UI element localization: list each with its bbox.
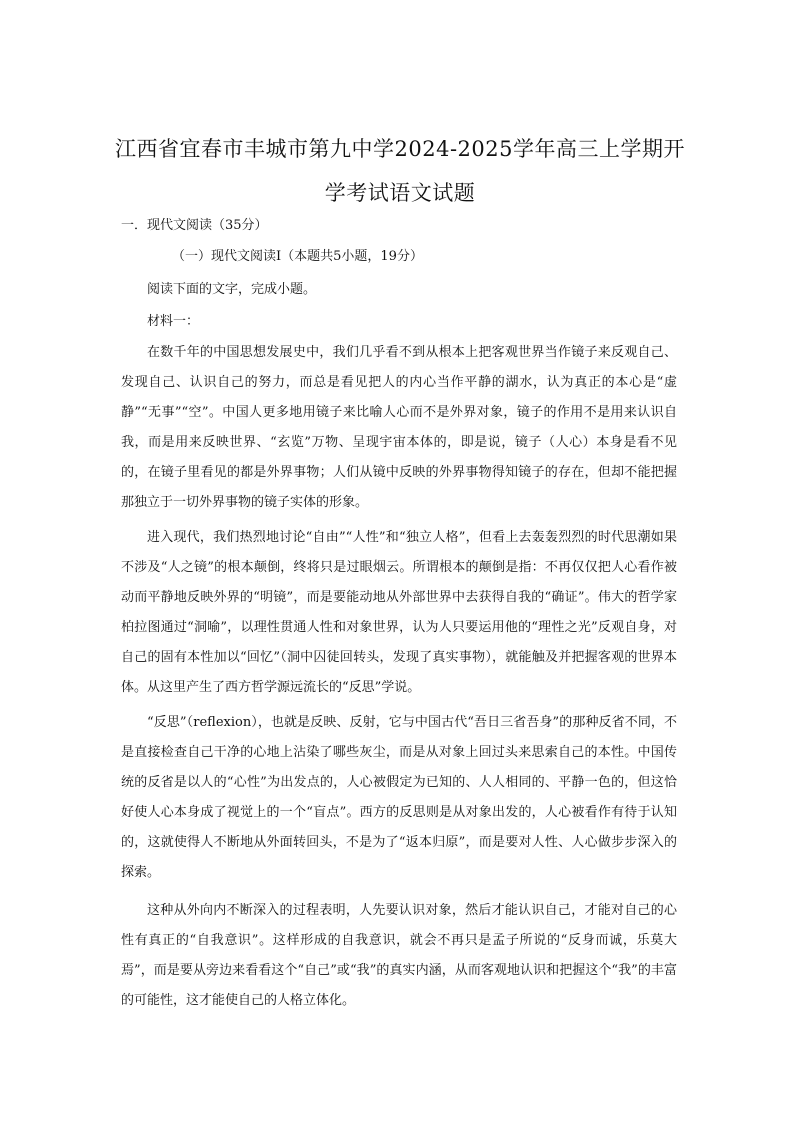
paragraph-4: 这种从外向内不断深入的过程表明，人先要认识对象，然后才能认识自己，才能对自己的心性有真正的“自我意识”。这样形成的自我意识，就会不再只是孟子所说的“反身而诚，乐莫大焉”，而是要从旁边来看看这个“自己”或“我”的真实内涵，从而客观地认识和把握这个“我”的丰富的可能性，这才能使自己的人格立体化。 xyxy=(121,903,677,1008)
paragraph-1: 在数千年的中国思想发展史中，我们几乎看不到从根本上把客观世界当作镜子来反观自己、发现自己、认识自己的努力，而总是看见把人的内心当作平静的湖水，认为真正的本心是“虚静”“无事”“空”。中国人更多地用镜子来比喻人心而不是外界对象，镜子的作用不是用来认识自我，而是用来反映世界、“玄览”万物、呈现宇宙本体的，即是说，镜子（人心）本身是看不见的，在镜子里看见的都是外界事物；人们从镜中反映的外界事物得知镜子的存在，但却不能把握那独立于一切外界事物的镜子实体的形象。 xyxy=(121,345,677,510)
section-heading: 一．现代文阅读（35分） xyxy=(121,218,268,233)
paragraph-3: “反思”（reflexion），也就是反映、反射，它与中国古代“吾日三省吾身”的那种反省不同，不是直接检查自己干净的心地上沾染了哪些灰尘，而是从对象上回过头来思索自己的本性。中国传统的反省是以人的“心性”为出发点的，人心被假定为已知的、人人相同的、平静一色的，但这恰好使人心本身成了视觉上的一个“盲点”。西方的反思则是从对象出发的，人心被看作有待于认知的，这就使得人不断地从外面转回头，不是为了“返本归原”，而是要对人性、人心做步步深入的探索。 xyxy=(121,715,677,880)
exam-title-line2: 学考试语文试题 xyxy=(324,181,476,205)
paragraph-2: 进入现代，我们热烈地讨论“自由”“人性”和“独立人格”，但看上去轰轰烈烈的时代思潮如果不涉及“人之镜”的根本颠倒，终将只是过眼烟云。所谓根本的颠倒是指：不再仅仅把人心看作被动而平静地反映外界的“明镜”，而是要能动地从外部世界中去获得自我的“确证”。伟大的哲学家柏拉图通过“洞喻”，以理性贯通人性和对象世界，认为人只要运用他的“理性之光”反观自身，对自己的固有本性加以“回忆”（洞中囚徒回转头，发现了真实事物），就能触及并把握客观的世界本体。从这里产生了西方哲学源远流长的“反思”学说。 xyxy=(121,530,677,695)
reading-instruction: 阅读下面的文字，完成小题。 xyxy=(147,282,317,297)
subsection-heading: （一）现代文阅读I（本题共5小题，19分） xyxy=(172,249,423,264)
exam-title-line1: 江西省宜春市丰城市第九中学2024-2025学年高三上学期开 xyxy=(115,137,685,161)
material-label: 材料一： xyxy=(147,314,200,329)
